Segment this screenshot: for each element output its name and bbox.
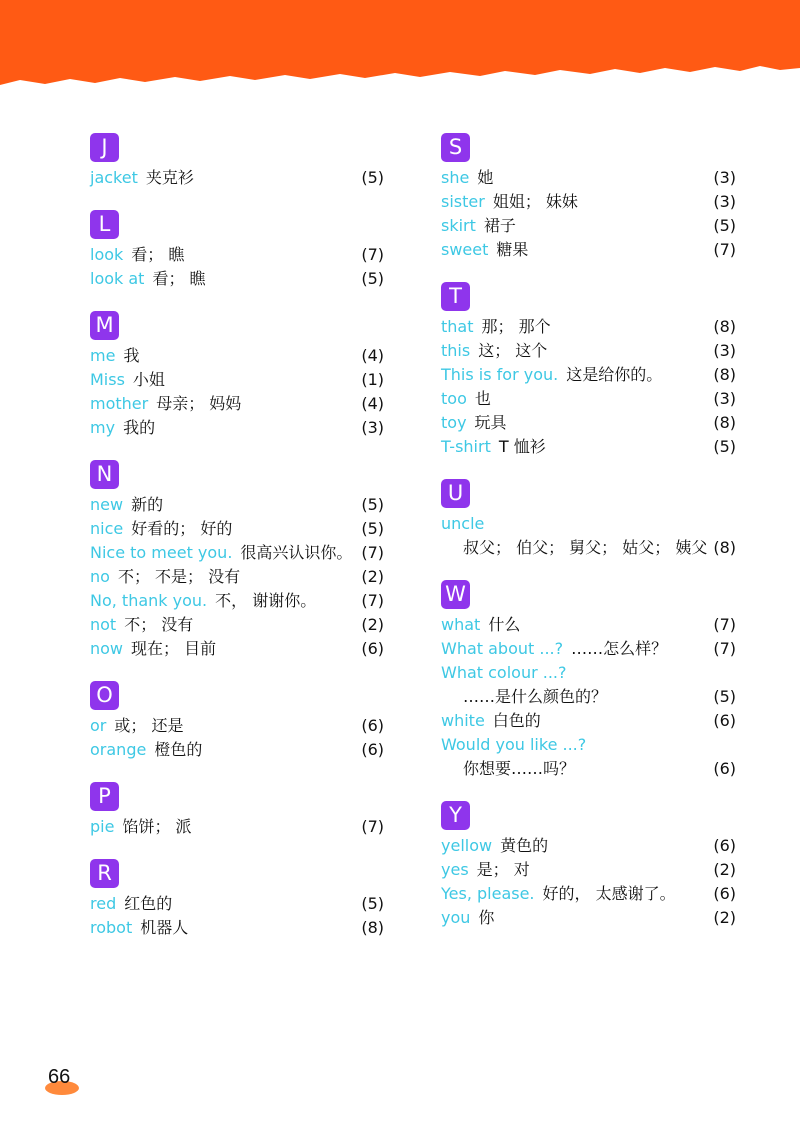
english-word: new — [90, 495, 124, 514]
letter-section — [90, 460, 384, 661]
vocab-entry — [441, 214, 736, 238]
english-word: Nice to meet you. — [90, 543, 233, 562]
unit-number: (2) — [713, 860, 736, 879]
vocab-entry — [441, 435, 736, 459]
english-word: Yes, please. — [441, 884, 535, 903]
chinese-meaning: 不； 不是； 没有 — [117, 567, 241, 586]
vocab-entry — [90, 916, 384, 940]
letter-badge: U — [441, 479, 470, 508]
letter-badge: N — [90, 460, 119, 489]
chinese-meaning: 或； 还是 — [114, 716, 184, 735]
chinese-meaning: 什么 — [488, 615, 521, 634]
letter-badge: S — [441, 133, 470, 162]
letter-badge: J — [90, 133, 119, 162]
chinese-meaning: 也 — [474, 389, 491, 408]
letter-badge: L — [90, 210, 119, 239]
chinese-meaning: T 恤衫 — [498, 437, 546, 456]
chinese-meaning: 小姐 — [132, 370, 165, 389]
chinese-meaning: 好看的； 好的 — [131, 519, 233, 538]
english-word: uncle — [441, 514, 485, 533]
english-word: you — [441, 908, 471, 927]
vocab-entry — [90, 738, 384, 762]
unit-number: (7) — [361, 591, 384, 610]
letter-section — [90, 311, 384, 440]
vocab-entry — [441, 387, 736, 411]
chinese-meaning: 她 — [477, 168, 494, 187]
english-word: she — [441, 168, 470, 187]
english-word: T-shirt — [441, 437, 491, 456]
unit-number: (8) — [713, 413, 736, 432]
vocab-entry — [90, 613, 384, 637]
chinese-meaning: 这； 这个 — [478, 341, 548, 360]
vocab-entry — [441, 834, 736, 858]
english-word: yellow — [441, 836, 493, 855]
unit-number: (3) — [713, 168, 736, 187]
letter-section — [441, 479, 736, 560]
english-word: not — [90, 615, 117, 634]
chinese-meaning: 我 — [123, 346, 140, 365]
english-word: jacket — [90, 168, 138, 187]
letter-section — [90, 782, 384, 839]
letter-badge: T — [441, 282, 470, 311]
unit-number: (7) — [361, 543, 384, 562]
chinese-meaning: 不， 谢谢你。 — [215, 591, 317, 610]
english-word: sweet — [441, 240, 489, 259]
chinese-meaning: 你 — [478, 908, 495, 927]
chinese-meaning: 看； 瞧 — [152, 269, 206, 288]
letter-badge: W — [441, 580, 470, 609]
chinese-meaning: 不； 没有 — [124, 615, 194, 634]
english-word: What about ...? — [441, 639, 564, 658]
english-word: this — [441, 341, 471, 360]
unit-number: (5) — [713, 216, 736, 235]
right-column — [441, 133, 736, 950]
unit-number: (3) — [361, 418, 384, 437]
vocab-entry — [90, 589, 384, 613]
unit-number: (8) — [713, 538, 736, 557]
english-word: Miss — [90, 370, 125, 389]
unit-number: (4) — [361, 394, 384, 413]
unit-number: (5) — [361, 519, 384, 538]
english-word: What colour ...? — [441, 663, 567, 682]
chinese-meaning: 是； 对 — [476, 860, 530, 879]
letter-badge: O — [90, 681, 119, 710]
vocab-entry — [90, 267, 384, 291]
vocab-entry — [90, 493, 384, 517]
vocab-entry — [90, 416, 384, 440]
vocab-entry — [90, 892, 384, 916]
english-word: that — [441, 317, 474, 336]
vocab-entry — [441, 512, 736, 560]
vocab-entry — [90, 541, 384, 565]
chinese-meaning: 玩具 — [474, 413, 507, 432]
english-word: no — [90, 567, 110, 586]
vocab-entry — [90, 565, 384, 589]
vocab-entry — [441, 613, 736, 637]
unit-number: (5) — [713, 687, 736, 706]
english-word: nice — [90, 519, 124, 538]
vocab-entry — [441, 339, 736, 363]
english-word: pie — [90, 817, 115, 836]
chinese-meaning: 很高兴认识你。 — [240, 543, 353, 562]
vocab-entry — [90, 517, 384, 541]
unit-number: (5) — [361, 894, 384, 913]
vocab-entry — [441, 882, 736, 906]
vocab-entry — [441, 166, 736, 190]
page-number: 66 — [48, 1066, 71, 1088]
vocab-entry — [441, 363, 736, 387]
english-word: yes — [441, 860, 469, 879]
english-word: look at — [90, 269, 145, 288]
unit-number: (5) — [713, 437, 736, 456]
vocab-entry — [90, 166, 384, 190]
letter-section — [90, 133, 384, 190]
english-word: my — [90, 418, 116, 437]
english-word: orange — [90, 740, 147, 759]
chinese-meaning: 红色的 — [124, 894, 173, 913]
letter-badge: R — [90, 859, 119, 888]
chinese-meaning: 夹克衫 — [145, 168, 194, 187]
letter-section — [441, 801, 736, 930]
vocab-entry — [90, 344, 384, 368]
chinese-meaning: 橙色的 — [154, 740, 203, 759]
unit-number: (7) — [713, 639, 736, 658]
unit-number: (5) — [361, 495, 384, 514]
unit-number: (7) — [713, 240, 736, 259]
chinese-meaning: 你想要……吗？ — [463, 759, 576, 778]
unit-number: (7) — [361, 245, 384, 264]
unit-number: (6) — [713, 884, 736, 903]
chinese-meaning: 现在； 目前 — [131, 639, 217, 658]
english-word: mother — [90, 394, 149, 413]
english-word: skirt — [441, 216, 476, 235]
english-word: sister — [441, 192, 485, 211]
chinese-meaning: 机器人 — [140, 918, 189, 937]
letter-badge: M — [90, 311, 119, 340]
unit-number: (2) — [361, 567, 384, 586]
unit-number: (6) — [713, 711, 736, 730]
vocab-entry — [90, 243, 384, 267]
vocab-entry — [441, 411, 736, 435]
unit-number: (2) — [361, 615, 384, 634]
unit-number: (6) — [361, 639, 384, 658]
unit-number: (7) — [713, 615, 736, 634]
english-word: toy — [441, 413, 467, 432]
vocab-entry — [90, 392, 384, 416]
vocab-entry — [90, 637, 384, 661]
chinese-meaning: 裙子 — [483, 216, 516, 235]
vocab-entry — [90, 714, 384, 738]
vocab-entry — [441, 709, 736, 733]
orange-header-banner — [0, 0, 800, 90]
chinese-meaning: 白色的 — [492, 711, 541, 730]
english-word: white — [441, 711, 485, 730]
chinese-meaning: 好的， 太感谢了。 — [542, 884, 676, 903]
letter-section — [441, 580, 736, 781]
letter-section — [90, 859, 384, 940]
chinese-meaning: 我的 — [123, 418, 156, 437]
vocab-entry — [441, 315, 736, 339]
vocab-entry — [441, 661, 736, 709]
unit-number: (4) — [361, 346, 384, 365]
chinese-meaning: 新的 — [131, 495, 164, 514]
english-word: Would you like ...? — [441, 735, 587, 754]
unit-number: (8) — [713, 317, 736, 336]
english-word: No, thank you. — [90, 591, 208, 610]
vocab-entry — [441, 238, 736, 262]
english-word: This is for you. — [441, 365, 559, 384]
letter-section — [441, 282, 736, 459]
unit-number: (6) — [361, 740, 384, 759]
unit-number: (6) — [713, 759, 736, 778]
unit-number: (3) — [713, 192, 736, 211]
vocab-entry — [441, 637, 736, 661]
vocab-entry — [90, 815, 384, 839]
english-word: me — [90, 346, 116, 365]
english-word: look — [90, 245, 124, 264]
unit-number: (5) — [361, 168, 384, 187]
chinese-meaning: 黄色的 — [500, 836, 549, 855]
unit-number: (1) — [361, 370, 384, 389]
chinese-meaning: 姐姐； 妹妹 — [492, 192, 578, 211]
english-word: what — [441, 615, 481, 634]
unit-number: (6) — [361, 716, 384, 735]
unit-number: (8) — [361, 918, 384, 937]
unit-number: (2) — [713, 908, 736, 927]
english-word: red — [90, 894, 117, 913]
left-column — [90, 133, 384, 960]
english-word: now — [90, 639, 124, 658]
unit-number: (5) — [361, 269, 384, 288]
letter-badge: P — [90, 782, 119, 811]
vocab-entry — [441, 906, 736, 930]
unit-number: (3) — [713, 389, 736, 408]
chinese-meaning: 这是给你的。 — [566, 365, 663, 384]
letter-section — [90, 681, 384, 762]
chinese-meaning: 母亲； 妈妈 — [156, 394, 242, 413]
chinese-meaning: 叔父； 伯父； 舅父； 姑父； 姨父 — [463, 538, 708, 557]
unit-number: (3) — [713, 341, 736, 360]
chinese-meaning: 看； 瞧 — [131, 245, 185, 264]
english-word: too — [441, 389, 467, 408]
chinese-meaning: ……怎么样？ — [571, 639, 668, 658]
letter-section — [441, 133, 736, 262]
unit-number: (8) — [713, 365, 736, 384]
vocab-entry — [441, 190, 736, 214]
unit-number: (6) — [713, 836, 736, 855]
vocab-entry — [441, 733, 736, 781]
chinese-meaning: 糖果 — [496, 240, 529, 259]
vocab-entry — [90, 368, 384, 392]
english-word: or — [90, 716, 107, 735]
chinese-meaning: 馅饼； 派 — [122, 817, 192, 836]
letter-section — [90, 210, 384, 291]
letter-badge: Y — [441, 801, 470, 830]
chinese-meaning: ……是什么颜色的？ — [463, 687, 608, 706]
english-word: robot — [90, 918, 133, 937]
unit-number: (7) — [361, 817, 384, 836]
vocab-entry — [441, 858, 736, 882]
chinese-meaning: 那； 那个 — [481, 317, 551, 336]
